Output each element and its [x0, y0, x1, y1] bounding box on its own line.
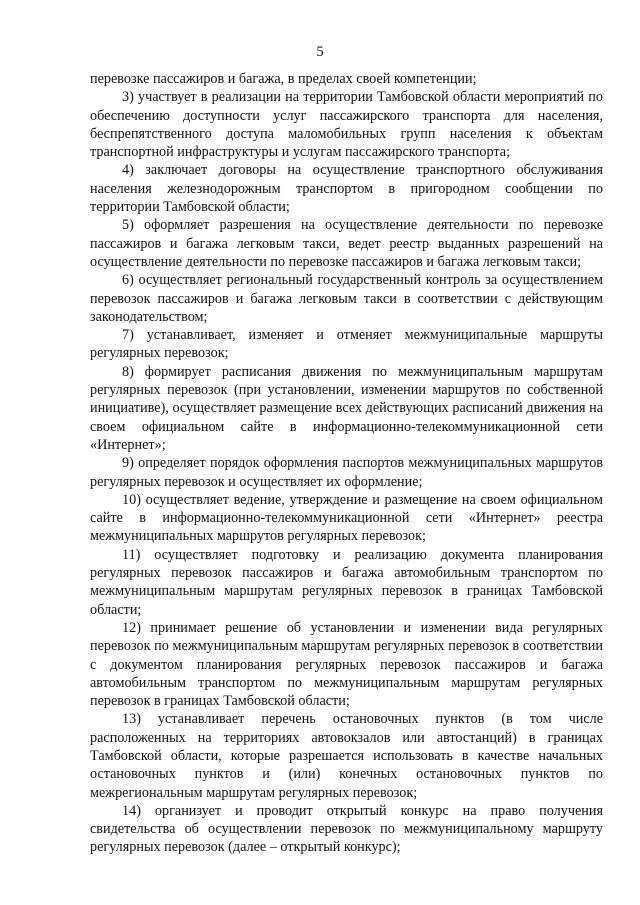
paragraph-item-7: 7) устанавливает, изменяет и отменяет межмуниципальные маршруты регулярных перевозок; [90, 327, 603, 362]
paragraph-item-13: 13) устанавливает перечень остановочных пунктов (в том числе расположенных на территориях автовокзалов или автостанций) в границах Тамбовской области, которые разрешается использовать в качестве начальных остановочных пунктов и (или) конечных остановочных пунктов по межрегиональным маршрутам регулярных перевозок; [90, 711, 603, 801]
paragraph-item-12: 12) принимает решение об установлении и изменении вида регулярных перевозок по межмуниципальным маршрутам регулярных перевозок в соответствии с документом планирования регулярных перевозок пассажиров и багажа автомобильным транспортом по межмуниципальным маршрутам регулярных перевозок в границах Тамбовской области; [90, 619, 603, 710]
page-number: 5 [316, 44, 324, 60]
paragraph-item-6: 6) осуществляет региональный государственный контроль за осуществлением перевозок пассажиров и багажа легковым такси в соответствии с действующим законодательством; [90, 272, 603, 325]
paragraph-item-10: 10) осуществляет ведение, утверждение и размещение на своем официальном сайте в информационно-телекоммуникационной сети «Интернет» реестра межмуниципальных маршрутов регулярных перевозок; [90, 491, 603, 545]
paragraph-continuation: перевозке пассажиров и багажа, в пределах своей компетенции; [90, 71, 477, 87]
paragraph-item-8: 8) формирует расписания движения по межмуниципальным маршрутам регулярных перевозок (при установлении, изменении маршрутов по собственной инициативе), осуществляет размещение всех действующих расписаний движения на своем официальном сайте в информационно-телекоммуникационной сети «Интернет»; [90, 363, 603, 453]
paragraph-item-5: 5) оформляет разрешения на осуществление деятельности по перевозке пассажиров и багажа легковым такси, ведет реестр выданных разрешений на осуществление деятельности по перевозке пассажиров и багажа легковым такси; [90, 217, 603, 270]
paragraph-item-4: 4) заключает договоры на осуществление транспортного обслуживания населения железнодорожным транспортом в пригородном сообщении по территории Тамбовской области; [90, 162, 603, 216]
paragraph-item-3: 3) участвует в реализации на территории Тамбовской области мероприятий по обеспечению доступности услуг пассажирского транспорта для населения, беспрепятственного доступа маломобильных групп населения к объектам транспортной инфраструктуры и услугам пассажирского транспорта; [90, 89, 603, 161]
paragraph-item-14: 14) организует и проводит открытый конкурс на право получения свидетельства об осуществлении перевозок по межмуниципальному маршруту регулярных перевозок (далее – открытый конкурс); [90, 802, 603, 856]
paragraph-item-11: 11) осуществляет подготовку и реализацию документа планирования регулярных перевозок пассажиров и багажа автомобильным транспортом по межмуниципальным маршрутам регулярных перевозок в границах Тамбовской области; [90, 546, 603, 618]
paragraph-item-9: 9) определяет порядок оформления паспортов межмуниципальных маршрутов регулярных перевозок и осуществляет их оформление; [90, 455, 603, 490]
document-body [90, 70, 603, 857]
